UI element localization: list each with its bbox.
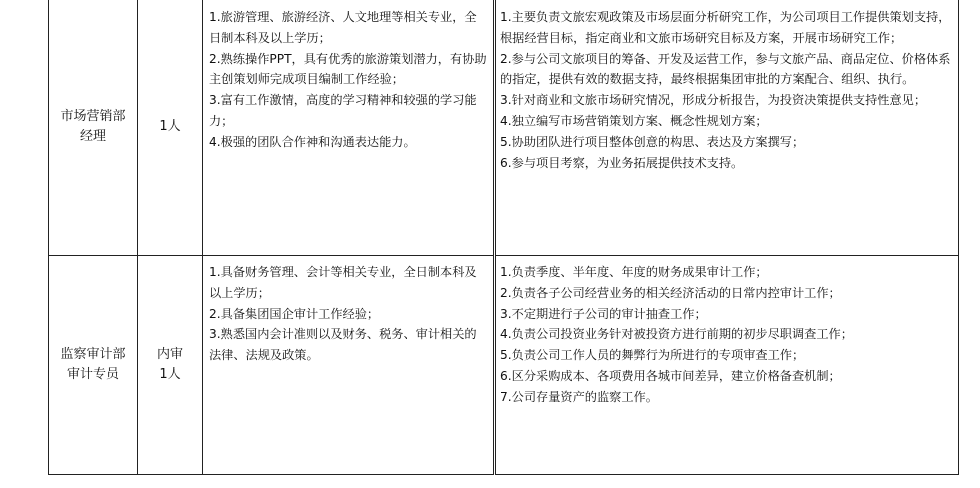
requirements-cell — [203, 0, 495, 256]
duty-item: 5.负责公司工作人员的舞弊行为所进行的专项审查工作； — [500, 348, 805, 363]
job-table — [48, 0, 959, 475]
duty-item: 5.协助团队进行项目整体创意的构思、表达及方案撰写； — [500, 134, 805, 149]
position-title: 监察审计部 — [60, 347, 126, 362]
duty-item: 3.不定期进行子公司的审计抽查工作； — [500, 306, 707, 321]
headcount: 1人 — [159, 119, 181, 134]
table-row — [49, 0, 959, 256]
requirement-item: 3.富有工作激情，高度的学习精神和较强的学习能力； — [209, 93, 477, 128]
duty-item: 2.参与公司文旅项目的筹备、开发及运营工作，参与文旅产品、商品定位、价格体系的指定，提供有效的数据支持，最终根据集团审批的方案配合、组织、执行。 — [500, 51, 951, 87]
duty-item: 3.针对商业和文旅市场研究情况，形成分析报告，为投资决策提供支持性意见； — [500, 93, 927, 108]
duty-item: 6.参与项目考察，为业务拓展提供技术支持。 — [500, 155, 744, 170]
duties-cell — [495, 256, 959, 475]
duty-item: 7.公司存量资产的监察工作。 — [500, 389, 658, 404]
position-title-cell — [49, 256, 138, 475]
table-row — [49, 256, 959, 475]
duty-item: 1.主要负责文旅宏观政策及市场层面分析研究工作，为公司项目工作提供策划支持，根据经营目标，指定商业和文旅市场研究目标及方案，开展市场研究工作； — [500, 10, 951, 45]
headcount-type: 内审 — [156, 347, 183, 362]
duty-item: 4.独立编写市场营销策划方案、概念性规划方案； — [500, 113, 768, 128]
duties-cell — [495, 0, 959, 256]
requirements-cell — [203, 256, 495, 475]
headcount-cell — [138, 0, 203, 256]
requirement-item: 1.具备财务管理、会计等相关专业，全日制本科及以上学历； — [209, 265, 477, 300]
requirement-item: 1.旅游管理、旅游经济、人文地理等相关专业，全日制本科及以上学历； — [209, 10, 477, 45]
requirement-item: 4.极强的团队合作神和沟通表达能力。 — [209, 134, 416, 149]
requirement-item: 3.熟悉国内会计准则以及财务、税务、审计相关的法律、法规及政策。 — [209, 327, 477, 363]
position-title: 市场营销部 — [60, 109, 126, 124]
position-title: 经理 — [79, 129, 106, 144]
requirement-item: 2.熟练操作PPT，具有优秀的旅游策划潜力，有协助主创策划师完成项目编制工作经验； — [209, 51, 487, 87]
requirement-item: 2.具备集团国企审计工作经验； — [209, 306, 380, 321]
position-title-cell — [49, 0, 138, 256]
position-title: 审计专员 — [66, 367, 119, 382]
duty-item: 6.区分采购成本、各项费用各城市间差异，建立价格备查机制； — [500, 368, 841, 383]
headcount: 1人 — [159, 367, 181, 382]
duty-item: 2.负责各子公司经营业务的相关经济活动的日常内控审计工作； — [500, 285, 841, 300]
duty-item: 1.负责季度、半年度、年度的财务成果审计工作； — [500, 265, 768, 279]
duty-item: 4.负责公司投资业务针对被投资方进行前期的初步尽职调查工作； — [500, 327, 853, 342]
headcount-cell — [138, 256, 203, 475]
